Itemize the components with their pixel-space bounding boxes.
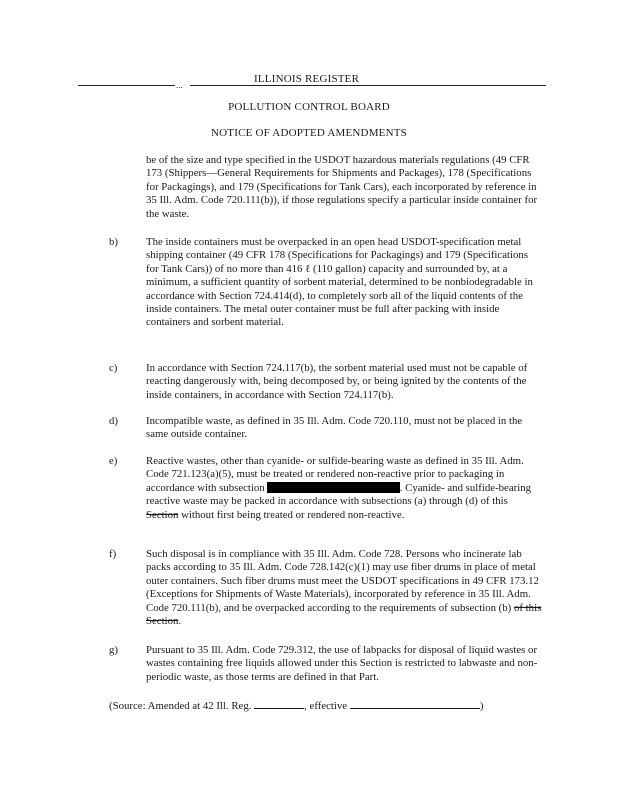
source-line [109,700,483,713]
item-c-label: c) [109,362,118,374]
source-middle: , effective [304,700,348,712]
item-e-text-part1: Reactive wastes, other than cyanide- or sulfide-bearing waste as defined in 35 Ill. Adm. Code 721.123(a)(5), must be treated or rendered non-reactive prior to packaging in accordance with subsection [146,455,524,494]
item-b-label: b) [109,236,118,248]
header-rule-right [190,85,546,86]
item-g-text: Pursuant to 35 Ill. Adm. Code 729.312, the use of labpacks for disposal of liquid wastes or wastes containing free liquids allowed under this Section is restricted to labwaste and non-periodic waste, as those terms are defined in that Part. [146,644,538,683]
item-c-text: In accordance with Section 724.117(b), the sorbent material used must not be capable of reacting dangerously with, being decomposed by, or being ignited by the contents of the inside containers, in accordance with Section 724.117(b). [146,362,528,401]
item-e-text [146,455,542,522]
item-e-text-part3: without first being treated or rendered non-reactive. [181,508,405,521]
item-g-label: g) [109,644,118,656]
item-d-label: d) [109,415,118,427]
notice-title: NOTICE OF ADOPTED AMENDMENTS [211,127,407,139]
item-f-text-part1: Such disposal is in compliance with 35 Ill. Adm. Code 728. Persons who incinerate lab packs according to 35 Ill. Adm. Code 728.142(c)(1) may use fiber drums in place of metal outer containers. Such fiber drums must meet the USDOT specifications in 49 CFR 173.12 (Exceptions for Shipments of Waste Materials), incorporated by reference in 35 Ill. Adm. Code 720.111(b), and be overpacked according to the requirements of subsection (b) [146,548,539,614]
item-e-struck-text: Section [146,508,179,521]
item-f-text-part2: . [178,615,182,628]
board-title: POLLUTION CONTROL BOARD [228,101,390,113]
item-b-text: The inside containers must be overpacked in an open head USDOT-specification metal shipping container (49 CFR 178 (Specifications for Packagings) and 179 (Specifications for Tank Cars)) of no more than 416 ℓ (110 gallon) capacity and surrounded by, at a minimum, a sufficient quantity of sorbent material, determined to be nonbiodegradable in accordance with Section 724.414(d), to completely sorb all of the liquid contents of the inside containers. The metal outer container must be full after packing with inside containers and sorbent material. [146,236,533,329]
item-e-label: e) [109,455,118,467]
header-mark: ... [176,80,183,90]
redaction-block [267,482,400,493]
item-e-text-part2: . Cyanide- and sulfide-bearing reactive waste may be packed in accordance with subsections (a) through (d) of this [146,481,532,508]
header-rule-left [78,85,175,86]
source-prefix: (Source: Amended at 42 Ill. Reg. [109,700,252,712]
effective-date-blank [350,708,480,709]
intro-paragraph: be of the size and type specified in the USDOT hazardous materials regulations (49 CFR 173 (Shippers—General Requirements for Shipments and Packages), 178 (Specifications for Packagings), and 179 (Specifications for Tank Cars), each incorporated by reference in 35 Ill. Adm. Code 720.111(b)), if those regulations specify a particular inside container for the waste. [146,154,538,220]
item-f-text [146,548,542,628]
register-title: ILLINOIS REGISTER [254,73,360,85]
register-blank [254,708,304,709]
item-f-label: f) [109,548,117,560]
source-suffix: ) [479,700,484,712]
item-d-text: Incompatible waste, as defined in 35 Ill. Adm. Code 720.110, must not be placed in the same outside container. [146,415,523,441]
item-f-struck-text: of this Section [146,601,542,628]
